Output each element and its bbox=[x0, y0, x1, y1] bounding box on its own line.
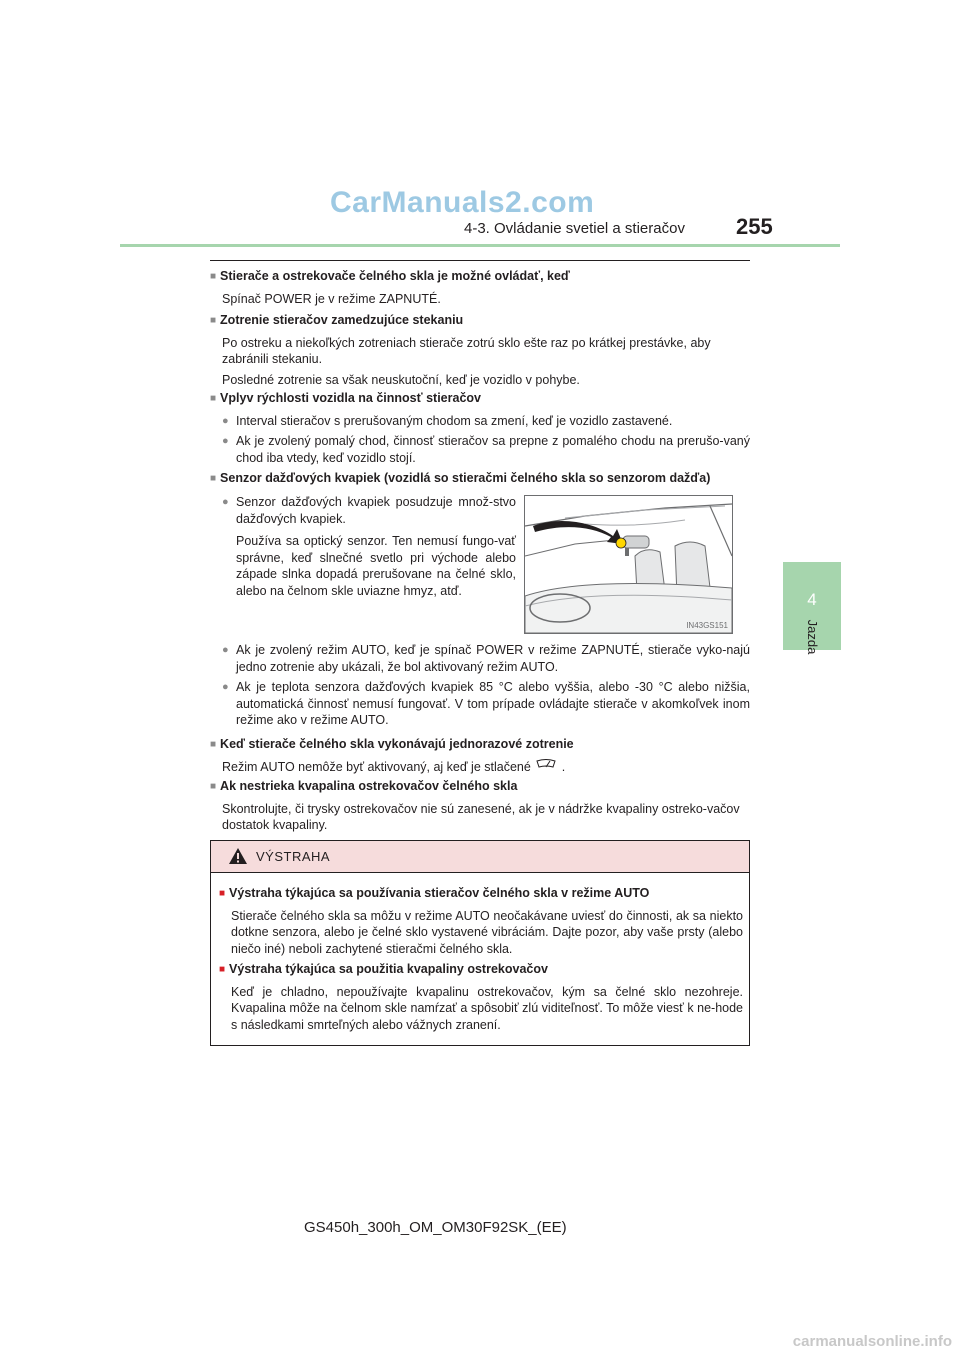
warning-triangle-icon bbox=[228, 847, 248, 865]
list-item: ● Ak je zvolený pomalý chod, činnosť stieračov sa prepne z pomalého chodu na prerušo-vaný chod iba vtedy, keď vozidlo stojí. bbox=[222, 434, 750, 465]
circle-bullet-icon: ● bbox=[222, 496, 229, 508]
document-code: GS450h_300h_OM_OM30F92SK_(EE) bbox=[304, 1219, 567, 1236]
section-heading: ■ Vplyv rýchlosti vozidla na činnosť stieračov bbox=[210, 391, 481, 405]
circle-bullet-icon: ● bbox=[222, 414, 229, 427]
rain-sensor-description bbox=[210, 494, 516, 599]
section-heading: ■ Zotrenie stieračov zamedzujúce stekaniu bbox=[210, 313, 464, 327]
section-heading: ■ Stierače a ostrekovače čelného skla je možné ovládať, keď bbox=[210, 269, 570, 283]
square-bullet-icon: ■ bbox=[210, 739, 217, 750]
warning-title: VÝSTRAHA bbox=[256, 849, 331, 864]
chapter-number: 4 bbox=[807, 590, 817, 609]
section-heading: ■ Senzor dažďových kvapiek (vozidlá so stieračmi čelného skla so senzorom dažďa) bbox=[210, 471, 711, 485]
circle-bullet-icon: ● bbox=[222, 435, 229, 447]
section-text: Posledné zotrenie sa však neuskutoční, keď je vozidlo v pohybe. bbox=[222, 372, 580, 387]
square-bullet-icon: ■ bbox=[210, 781, 217, 792]
content-divider bbox=[210, 260, 750, 261]
watermark-footer: carmanualsonline.info bbox=[792, 1333, 952, 1350]
windshield-sensor-illustration bbox=[525, 496, 732, 633]
rain-sensor-illustration bbox=[524, 495, 733, 634]
section-text: Používa sa optický senzor. Ten nemusí fungo-vať správne, keď slnečné svetlo pri východe alebo západe slnka dopadá prerušovane na čelné sklo, alebo na čelnom skle uviazne hmyz, atď. bbox=[236, 534, 516, 598]
section-speed-effect bbox=[210, 390, 750, 466]
warning-item-text: Keď je chladno, nepoužívajte kvapalinu ostrekovačov, kým sa čelné sklo nezohreje. Kvapalina môže na čelnom skle namŕzať a spôsobiť zlú viditeľnosť. To môže viesť k ne-hode s následkami smrteľných alebo vážnych zranení. bbox=[231, 984, 743, 1032]
square-bullet-icon: ■ bbox=[210, 473, 217, 484]
section-heading: ■ Ak nestrieka kvapalina ostrekovačov čelného skla bbox=[210, 779, 518, 793]
section-heading: ■ Keď stierače čelného skla vykonávajú jednorazové zotrenie bbox=[210, 737, 574, 751]
section-anti-drip bbox=[210, 312, 750, 388]
square-bullet-icon: ■ bbox=[210, 271, 217, 282]
section-rain-sensor-heading bbox=[210, 470, 750, 489]
warning-item-heading: ■ Výstraha týkajúca sa použitia kvapaliny ostrekovačov bbox=[219, 962, 548, 976]
list-item: ● Interval stieračov s prerušovaným chodom sa zmení, keď je vozidlo zastavené. bbox=[222, 413, 673, 428]
circle-bullet-icon: ● bbox=[222, 644, 229, 656]
warning-item-heading: ■ Výstraha týkajúca sa používania stieračov čelného skla v režime AUTO bbox=[219, 886, 650, 900]
page-number: 255 bbox=[736, 214, 773, 239]
list-item: ● Ak je teplota senzora dažďových kvapiek 85 °C alebo vyššia, alebo -30 °C alebo nižšia, automatická činnosť nemusí fungovať. V tom prípade ovládajte stierače v akomkoľvek inom režime ako v režime AUTO. bbox=[222, 680, 750, 727]
section-title: 4-3. Ovládanie svetiel a stieračov bbox=[464, 220, 685, 237]
square-bullet-icon: ■ bbox=[219, 888, 226, 899]
chapter-label: Jazda bbox=[805, 619, 821, 655]
warning-item-auto-mode bbox=[219, 885, 743, 957]
warning-header bbox=[211, 841, 749, 873]
section-rain-sensor-notes bbox=[210, 642, 750, 729]
square-bullet-icon: ■ bbox=[210, 315, 217, 326]
circle-bullet-icon: ● bbox=[222, 681, 229, 693]
section-washer-fluid bbox=[210, 778, 750, 834]
warning-item-washer-fluid bbox=[219, 961, 743, 1033]
wiper-auto-icon bbox=[534, 759, 558, 775]
square-bullet-icon: ■ bbox=[210, 393, 217, 404]
header-divider bbox=[120, 244, 840, 247]
section-text: Režim AUTO nemôže byť aktivovaný, aj keď je stlačené . bbox=[222, 759, 566, 774]
section-text: Spínač POWER je v režime ZAPNUTÉ. bbox=[222, 291, 441, 306]
section-text: Skontrolujte, či trysky ostrekovačov nie sú zanesené, ak je v nádržke kvapaliny ostreko-vačov dostatok kvapaliny. bbox=[222, 801, 740, 832]
list-item: ● Ak je zvolený režim AUTO, keď je spínač POWER v režime ZAPNUTÉ, stierače vyko-najú jedno zotrenie aby ukázali, že bol aktivovaný režim AUTO. bbox=[222, 643, 750, 674]
warning-item-text: Stierače čelného skla sa môžu v režime AUTO neočakávane uviesť do činnosti, ak sa niekto dotkne senzora, alebo je čelné sklo vystavené vibráciám. Dajte pozor, aby vaše prsty (alebo niečo iné) neboli zachytené stieračmi čelného skla. bbox=[231, 908, 743, 956]
warning-box bbox=[210, 840, 750, 1046]
image-code: IN43GS151 bbox=[686, 621, 728, 630]
section-text: Po ostreku a niekoľkých zotreniach stierače zotrú sklo ešte raz po krátkej prestávke, aby zabránili stekaniu. bbox=[222, 335, 711, 366]
watermark-logo: CarManuals2.com bbox=[330, 186, 595, 219]
list-item: ● Senzor dažďových kvapiek posudzuje množ-stvo dažďových kvapiek. bbox=[222, 495, 516, 526]
section-single-wipe bbox=[210, 736, 750, 775]
square-bullet-icon: ■ bbox=[219, 964, 226, 975]
section-power-switch bbox=[210, 268, 750, 307]
